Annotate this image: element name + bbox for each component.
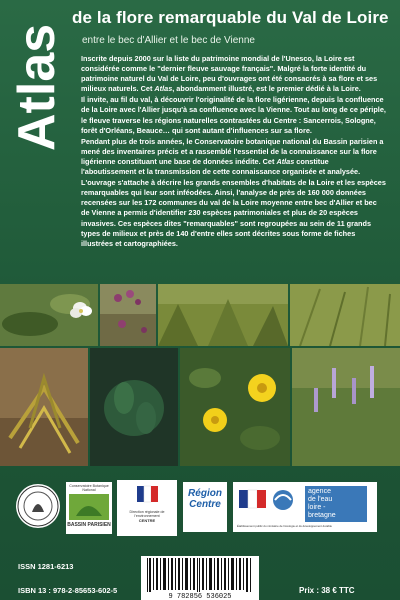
photo-yellow-weed — [0, 348, 88, 466]
photo-grid — [0, 284, 400, 466]
paragraph-4: L'ouvrage s'attache à décrire les grands ensembles d'habitats de la Loire et les espèces remarquables qui leur sont inféodées. Ainsi, l'analyse de près de 160 000 données recensées sur les 172 communes du val de la Loire moyenne entre bec d'Allier et bec de Vienne a permis d'identifier 230 espèces patrimoniales et plus de 20 espèces invasives. Ces espèces dites "remarquables" sont regroupées au sein de 11 grands types de milieux et près de 140 d'entre elles sont décrites sous forme de fiches illustrées et cartographiées. — [81, 178, 386, 248]
isbn: ISBN 13 : 978-2-85653-602-5 — [18, 586, 118, 595]
book-title: de la flore remarquable du Val de Loire — [72, 8, 389, 27]
photo-purple-flowers — [100, 284, 156, 346]
photo-grassland — [158, 284, 288, 346]
paragraph-2: Il invite, au fil du val, à découvrir l'originalité de la flore ligérienne, depuis la confluence de la Loire avec l'Allier jusqu'à sa confluence avec la Vienne. Tout au long de ce périple, le fleuve traverse les régions naturelles contrastées du Centre : Sancerrois, Sologne, forêt d'Orléans, Beauce… qui sont autant d'influences sur sa flore. — [81, 95, 386, 135]
photo-grass-stems — [290, 284, 400, 346]
barcode — [141, 556, 259, 600]
barcode-bars — [141, 556, 259, 600]
cbn-logo: Conservatoire Botanique National BASSIN PARISIEN — [66, 482, 112, 534]
diren-logo: Direction régionale de l'environnement CENTRE — [117, 480, 177, 536]
photo-white-flower — [0, 284, 98, 346]
barcode-digits: 9 782856 536025 — [168, 593, 232, 600]
mnhn-logo — [16, 484, 60, 528]
paragraph-1: Inscrite depuis 2000 sur la liste du patrimoine mondial de l'Unesco, la Loire est considérée comme le "dernier fleuve sauvage français". Malgré la forte identité du patrimoine naturel du Val de Loire, peu d'ouvrages ont été consacrés à sa flore et ses milieux naturels. Cet Atlas, abondamment illustré, est le premier dédié à la Loire. — [81, 54, 378, 94]
book-subtitle: entre le bec d'Allier et le bec de Vienne — [82, 35, 255, 46]
agence-eau-logo: agence de l'eau loire - bretagne Établissement public du ministère de l'écologie et du développement durable — [233, 482, 377, 532]
price: Prix : 38 € TTC — [299, 586, 355, 595]
photo-yellow-buttercups — [180, 348, 290, 466]
region-centre-logo: Région Centre — [183, 482, 227, 532]
photo-lilac-meadow — [292, 348, 400, 466]
agence-eau-badge: agence de l'eau loire - bretagne — [305, 486, 367, 522]
description-text — [81, 54, 386, 250]
issn: ISSN 1281-6213 — [18, 562, 74, 571]
vertical-title-text: Atlas — [8, 23, 62, 151]
vertical-title — [2, 6, 62, 156]
photo-aquatic-plant — [90, 348, 178, 466]
paragraph-3: Pendant plus de trois années, le Conservatoire botanique national du Bassin parisien a mené des inventaires précis et a rassemblé l'essentiel de la connaissance sur la flore ligérienne constituant une base de données inédite. Cet Atlas constitue l'aboutissement et la transmission de cette connaissance organisée et analysée. — [81, 136, 384, 177]
partner-logos — [0, 476, 400, 540]
footer — [0, 552, 400, 600]
